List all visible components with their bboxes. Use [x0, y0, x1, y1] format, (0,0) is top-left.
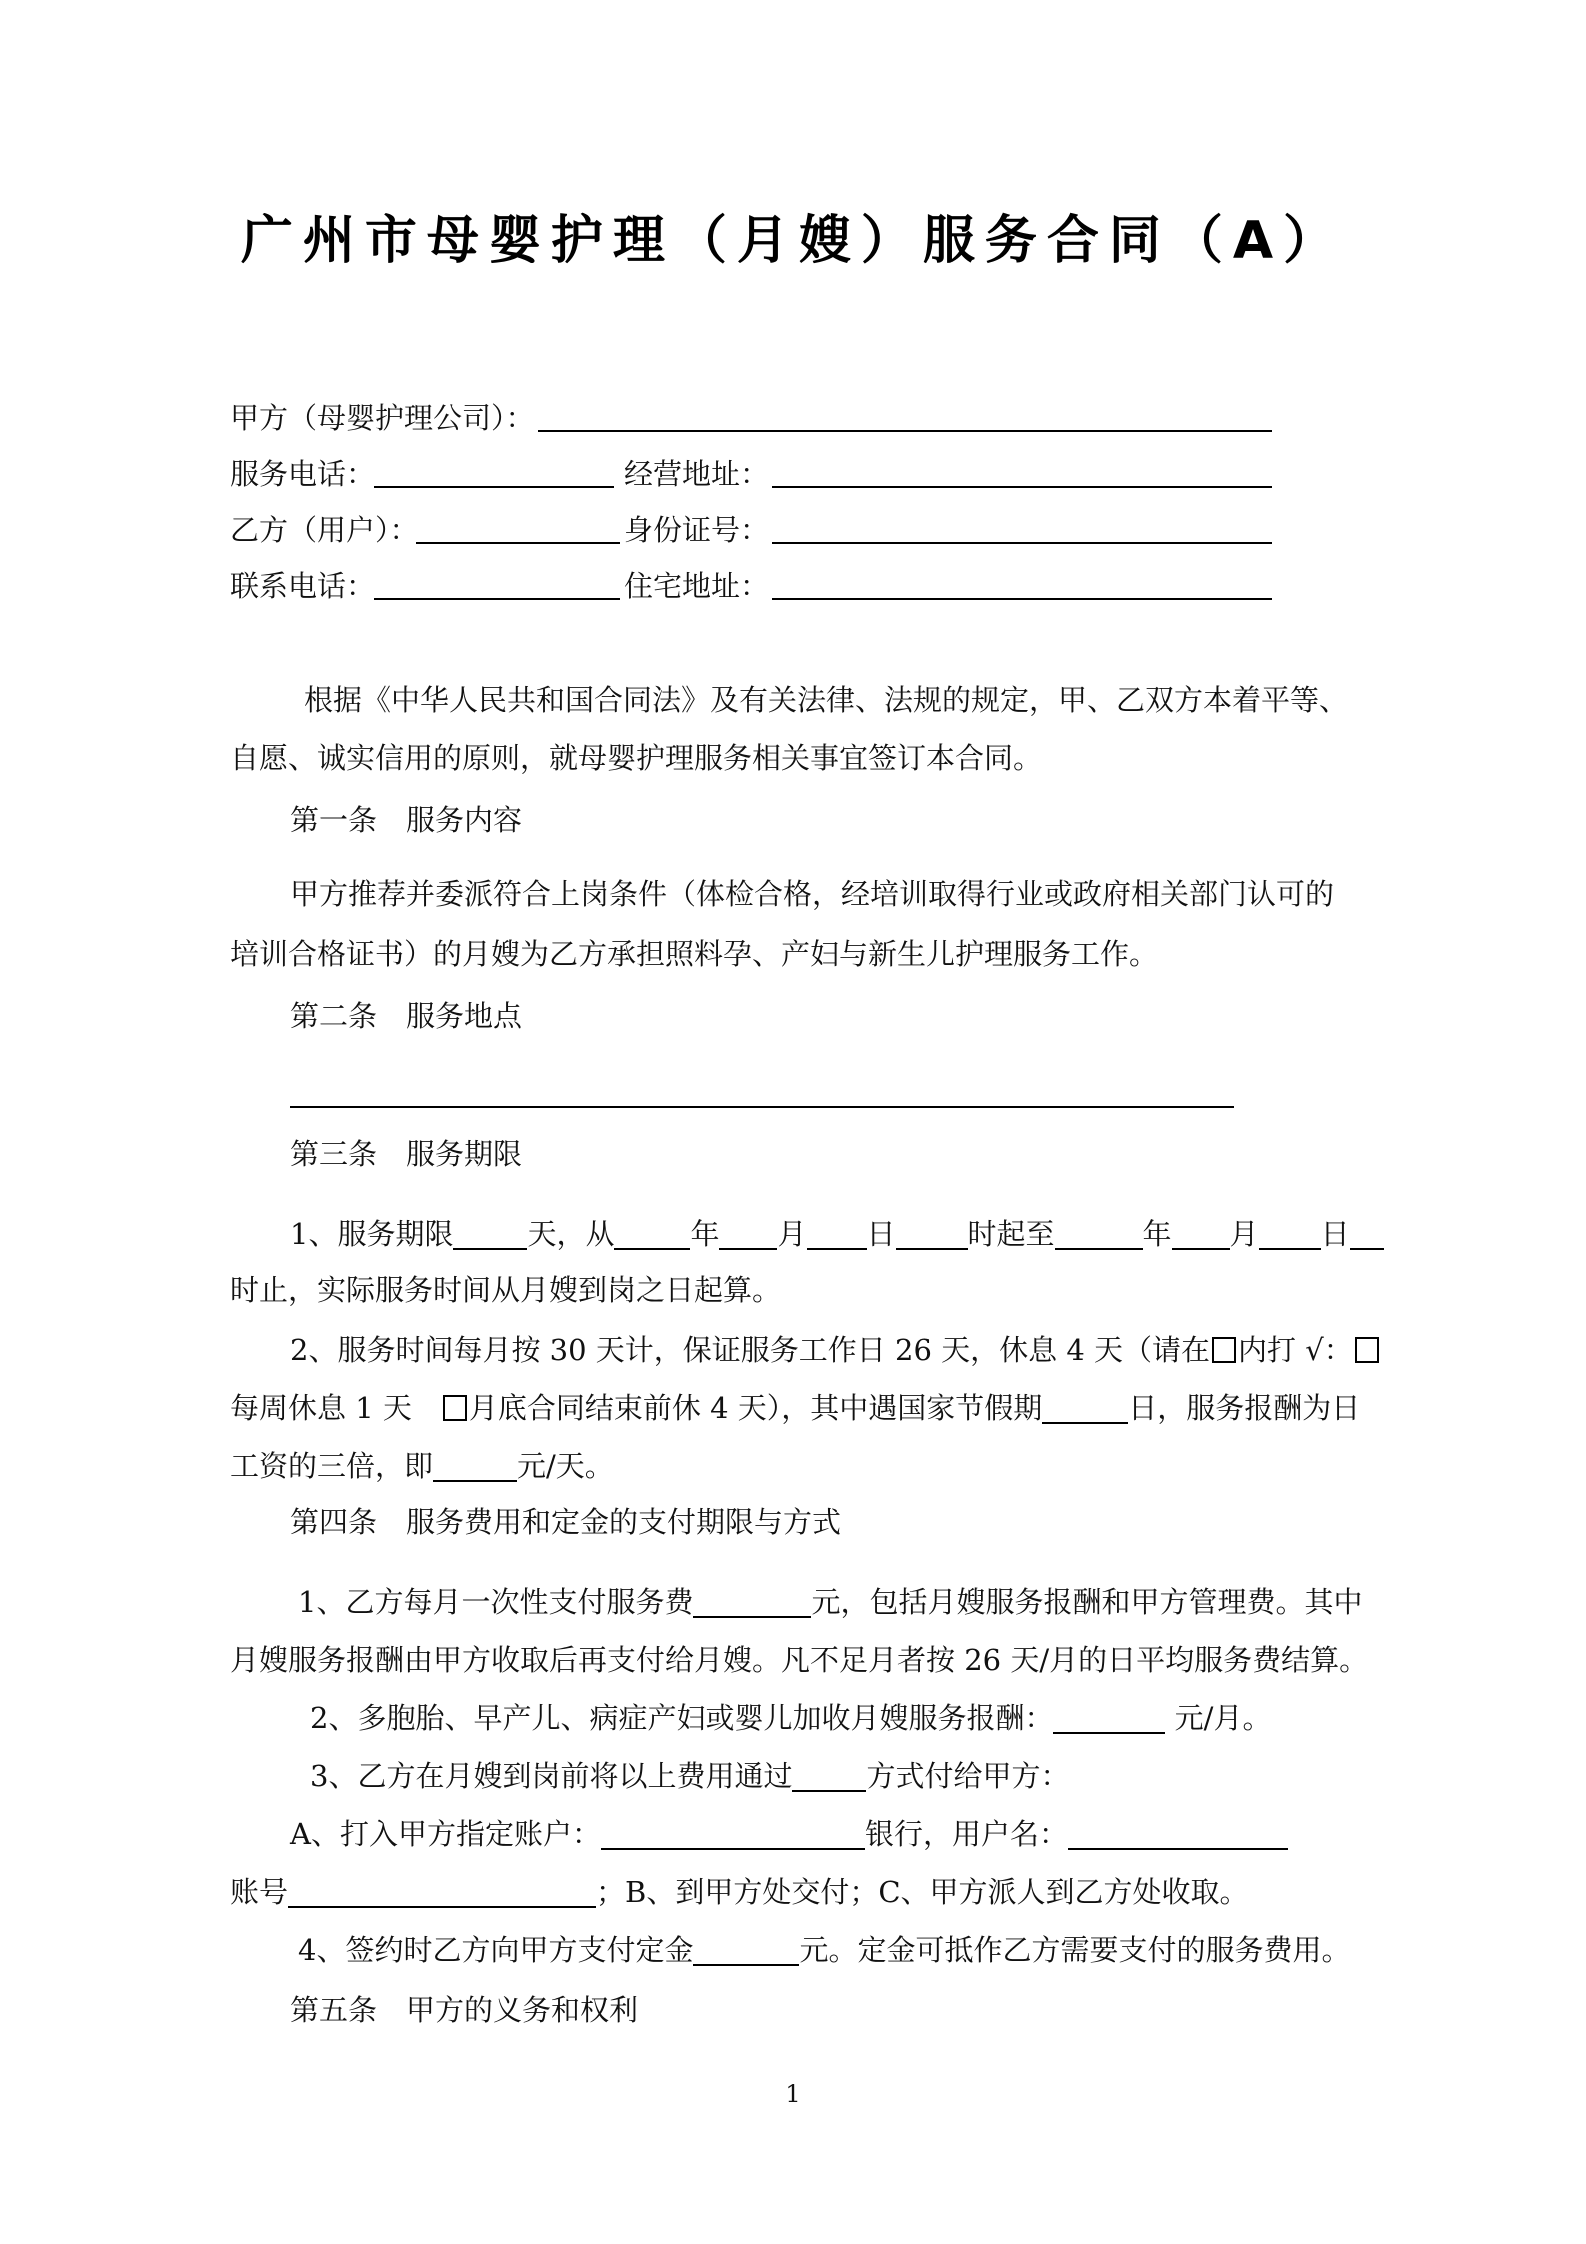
checkbox-icon [1212, 1337, 1236, 1363]
year-2-label: 年 [1142, 1217, 1172, 1251]
daily-rate-blank[interactable] [433, 1450, 517, 1482]
article-4-p1-line-2: 月嫂服务报酬由甲方收取后再支付给月嫂。凡不足月者按 26 天/月的日平均服务费结算。 [230, 1643, 1369, 1677]
article-3-p2-line-3 [230, 1446, 614, 1486]
option-weekly-checkbox[interactable] [1355, 1337, 1379, 1363]
party-b-blank[interactable] [416, 542, 620, 544]
per-month-unit: 元/月。 [1174, 1701, 1272, 1735]
article-4-p3 [310, 1756, 1069, 1796]
monthly-fee-text: 1、乙方每月一次性支付服务费 [298, 1585, 694, 1619]
start-hour-blank[interactable] [896, 1218, 968, 1250]
article-4-account-line [230, 1872, 1249, 1912]
deposit-text: 4、签约时乙方向甲方支付定金 [298, 1933, 694, 1967]
service-phone-label: 服务电话： [230, 457, 376, 491]
article-4-p1-line-1 [298, 1582, 1362, 1622]
triple-wage-text: 工资的三倍，即 [230, 1449, 434, 1483]
surcharge-text: 2、多胞胎、早产儿、病症产妇或婴儿加收月嫂服务报酬： [310, 1701, 1054, 1735]
article-1-line-2: 培训合格证书）的月嫂为乙方承担照料孕、产妇与新生儿护理服务工作。 [230, 937, 1159, 971]
article-4-option-a [290, 1814, 1288, 1854]
party-a-blank[interactable] [538, 430, 1272, 432]
monthly-fee-blank[interactable] [693, 1586, 811, 1618]
service-location-blank[interactable] [290, 1106, 1234, 1108]
id-number-blank[interactable] [772, 542, 1272, 544]
time-to-label: 时起至 [967, 1217, 1055, 1251]
intro-line-1: 根据《中华人民共和国合同法》及有关法律、法规的规定，甲、乙双方本着平等、 [304, 683, 1349, 717]
fee-includes-text: 元，包括月嫂服务报酬和甲方管理费。其中 [811, 1585, 1363, 1619]
surcharge-blank[interactable] [1053, 1702, 1165, 1734]
account-number-label: 账号 [230, 1875, 289, 1909]
end-day-blank[interactable] [1259, 1218, 1321, 1250]
article-2-heading: 第二条 服务地点 [290, 999, 523, 1033]
day-2-label: 日 [1320, 1217, 1350, 1251]
article-4-heading: 第四条 服务费用和定金的支付期限与方式 [290, 1505, 842, 1539]
rest-days-text: 2、服务时间每月按 30 天计，保证服务工作日 26 天，休息 4 天（请在 [290, 1333, 1211, 1367]
month-label: 月 [777, 1217, 807, 1251]
home-address-label: 住宅地址： [624, 569, 770, 603]
holiday-pay-text: 日，服务报酬为日 [1128, 1391, 1361, 1425]
day-label: 日 [866, 1217, 896, 1251]
article-4-p4 [298, 1930, 1350, 1970]
month-2-label: 月 [1229, 1217, 1259, 1251]
article-3-p1-line-2: 时止，实际服务时间从月嫂到岗之日起算。 [230, 1273, 782, 1307]
payment-method-blank[interactable] [792, 1760, 866, 1792]
article-3-heading: 第三条 服务期限 [290, 1137, 523, 1171]
article-3-p1-line-1 [290, 1214, 1384, 1254]
service-period-prefix: 1、服务期限 [290, 1217, 454, 1251]
designated-account-text: A、打入甲方指定账户： [290, 1817, 601, 1851]
article-5-heading: 第五条 甲方的义务和权利 [290, 1993, 639, 2027]
monthend-rest-text: 月底合同结束前休 4 天），其中遇国家节假期 [468, 1391, 1043, 1425]
weekly-rest-text: 每周休息 1 天 [230, 1391, 441, 1425]
page-number: 1 [785, 2080, 801, 2108]
article-1-line-1: 甲方推荐并委派符合上岗条件（体检合格，经培训取得行业或政府相关部门认可的 [290, 877, 1335, 911]
account-username-blank[interactable] [1068, 1818, 1288, 1850]
end-month-blank[interactable] [1172, 1218, 1230, 1250]
option-monthend-checkbox[interactable] [443, 1395, 467, 1421]
check-instruction-text: 内打 √： [1238, 1333, 1353, 1367]
bank-username-text: 银行，用户名： [864, 1817, 1068, 1851]
end-hour-blank[interactable] [1350, 1218, 1384, 1250]
deposit-amount-blank[interactable] [693, 1934, 799, 1966]
article-1-heading: 第一条 服务内容 [290, 803, 523, 837]
contact-phone-blank[interactable] [374, 598, 620, 600]
article-3-p2-line-2 [230, 1388, 1360, 1428]
article-4-p2 [310, 1698, 1271, 1738]
contact-phone-label: 联系电话： [230, 569, 376, 603]
start-month-blank[interactable] [719, 1218, 777, 1250]
payment-options-text: ；B、到甲方处交付；C、甲方派人到乙方处收取。 [596, 1875, 1249, 1909]
pay-to-party-a-text: 方式付给甲方： [866, 1759, 1070, 1793]
business-address-blank[interactable] [772, 486, 1272, 488]
start-year-blank[interactable] [614, 1218, 690, 1250]
business-address-label: 经营地址： [624, 457, 770, 491]
per-day-unit: 元/天。 [517, 1449, 614, 1483]
deposit-offset-text: 元。定金可抵作乙方需要支付的服务费用。 [799, 1933, 1351, 1967]
party-a-label: 甲方（母婴护理公司）： [230, 401, 535, 435]
intro-line-2: 自愿、诚实信用的原则，就母婴护理服务相关事宜签订本合同。 [230, 741, 1043, 775]
document-title: 广州市母婴护理（月嫂）服务合同（A） [240, 211, 1346, 271]
days-from-label: 天，从 [527, 1217, 615, 1251]
bank-name-blank[interactable] [601, 1818, 865, 1850]
party-b-label: 乙方（用户）： [230, 513, 419, 547]
service-phone-blank[interactable] [374, 486, 614, 488]
end-year-blank[interactable] [1055, 1218, 1143, 1250]
account-number-blank[interactable] [288, 1876, 596, 1908]
home-address-blank[interactable] [772, 598, 1272, 600]
id-number-label: 身份证号： [624, 513, 770, 547]
article-3-p2-line-1 [290, 1330, 1381, 1370]
service-days-blank[interactable] [453, 1218, 527, 1250]
start-day-blank[interactable] [807, 1218, 867, 1250]
holiday-days-blank[interactable] [1042, 1392, 1128, 1424]
year-label: 年 [690, 1217, 720, 1251]
payment-method-text: 3、乙方在月嫂到岗前将以上费用通过 [310, 1759, 793, 1793]
